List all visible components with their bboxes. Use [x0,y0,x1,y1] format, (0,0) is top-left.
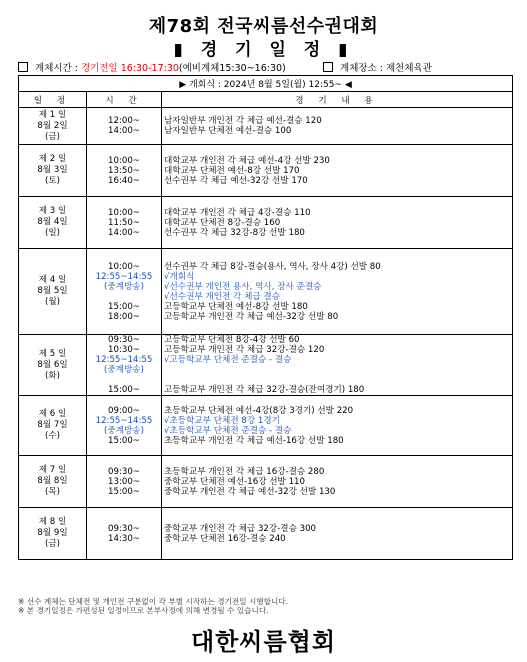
day-label: 제 3 일 [38,206,67,216]
schedule-row [19,335,513,396]
event-description: 중학교부 단체전 16강-결승 240 [164,533,286,544]
weigh-in-info [18,60,517,74]
time-slot: 11:50~ [108,217,140,228]
event-description: 고등학교부 단체전 예선-8강 선발 180 [164,301,308,312]
event-description: 대학교부 개인전 각 체급 예선-4강 선발 230 [164,155,330,166]
content-cell [162,335,513,396]
day-label: (수) [44,431,60,441]
weigh-in-time-reserve: (예비계체15:30~16:30) [178,63,286,74]
day-label: 8월 6일 [37,359,68,370]
time-slot: 15:00~ [108,301,140,312]
time-slot: 10:30~ [108,345,140,355]
day-label: 제 4 일 [38,275,67,285]
time-slot: 09:30~ [108,335,140,345]
header-time: 시 간 [87,92,162,108]
weigh-in-venue-label: 계체장소 : [340,63,383,74]
event-description: √개회식 [164,271,195,282]
event-description: √선수권부 개인전 각 체급 결승 [164,291,281,302]
event-description: 초등학교부 개인전 각 체급 예선-16강 선발 180 [164,435,344,446]
page-subtitle: ▮ 경 기 일 정 ▮ [173,40,354,60]
day-label: 8월 4일 [37,217,68,227]
content-cell [162,396,513,456]
time-slot: 12:00~ [108,116,140,126]
time-cell [87,197,162,249]
day-cell [19,108,87,145]
schedule-table [18,75,513,560]
event-description: 중학교부 개인전 각 체급 32강-결승 300 [164,523,317,534]
time-slot: 09:30~ [108,523,140,534]
time-slot: 13:00~ [108,476,140,487]
event-description: √초등학교부 단체전 준결승 - 결승 [164,425,292,436]
day-label: 8월 3일 [37,165,68,175]
notes [18,597,288,615]
day-label: 제 1 일 [38,109,67,120]
content-cell [162,456,513,508]
time-slot [87,292,161,302]
schedule-row [19,396,513,456]
day-cell [19,335,87,396]
time-slot: 16:40~ [108,175,140,186]
day-label: 8월 9일 [37,528,68,538]
weigh-in-time-main: 경기전일 16:30-17:30 [81,63,179,74]
event-description: 중학교부 단체전 예선-16강 선발 110 [164,476,305,487]
note-item: ※ 선수 계체는 단체전 및 개인전 구분없이 각 부별 시작하는 경기전일 시행합니다. [18,597,289,606]
day-label: (금) [44,539,60,549]
time-slot: 14:00~ [108,126,140,136]
schedule-row [19,108,513,145]
time-slot: 12:55~14:55 [95,415,153,426]
event-description: 고등학교부 개인전 각 체급 32강-결승(잔여경기) 180 [164,385,365,395]
event-description: 남자일반부 단체전 예선-결승 100 [164,126,292,136]
content-cell [162,197,513,249]
day-cell [19,145,87,197]
event-description: 고등학교부 단체전 8강-4강 선발 60 [164,335,300,345]
time-slot: 12:55~14:55 [95,271,153,282]
event-description [164,365,512,375]
event-description: √고등학교부 단체전 준결승 - 결승 [164,355,292,365]
time-slot: 09:00~ [108,405,140,416]
time-slot: 18:00~ [108,311,140,322]
event-description: 대학교부 단체전 예선-8강 선발 170 [164,165,300,176]
event-description: 남자일반부 개인전 각 체급 예선-결승 120 [164,116,322,126]
day-label: 제 2 일 [38,154,67,164]
weigh-in-venue [323,60,432,74]
event-description: 선수권부 각 체급 8강-결승(용사, 역사, 장사 4강) 선발 80 [164,261,381,272]
note-item: ※ 본 경기일정은 가편성된 일정이므로 본부사정에 의해 변경될 수 있습니다. [18,606,269,615]
time-cell [87,456,162,508]
day-cell [19,456,87,508]
time-slot: (중계방송) [104,365,144,375]
day-cell [19,249,87,335]
table-header-row [19,92,513,108]
event-description: √초등학교부 단체전 8강 1경기 [164,415,280,426]
event-description: 선수권부 각 체급 32강-8강 선발 180 [164,227,305,238]
day-cell [19,396,87,456]
time-slot: 12:55~14:55 [95,355,153,365]
time-cell [87,396,162,456]
day-label: 제 8 일 [38,517,67,527]
day-label: 8월 2일 [37,120,68,131]
day-label: (일) [44,228,60,238]
page-title: 제78회 전국씨름선수권대회 [148,16,379,37]
time-cell [87,108,162,145]
time-cell [87,249,162,335]
day-label: 제 5 일 [38,348,67,359]
day-label: (토) [44,176,60,186]
weigh-in-venue-value: 제천체육관 [386,63,432,74]
schedule-row [19,197,513,249]
time-slot: 15:00~ [108,385,140,395]
event-description: 고등학교부 개인전 각 체급 예선-32강 선발 80 [164,311,339,322]
time-slot: 15:00~ [108,486,140,497]
header-date: 일 정 [19,92,87,108]
day-label: 8월 5일 [37,286,68,296]
event-description: 중학교부 개인전 각 체급 예선-32강 선발 130 [164,486,336,497]
weigh-in-time-label: 계체시간 : [35,63,78,74]
day-label: 8월 8일 [37,476,68,486]
time-cell [87,335,162,396]
event-description: 초등학교부 개인전 각 체급 16강-결승 280 [164,466,325,477]
content-cell [162,508,513,560]
event-description: √선수권부 개인전 용사, 역사, 장사 준결승 [164,281,322,292]
time-slot: (중계방송) [104,425,144,436]
content-cell [162,145,513,197]
event-description: 초등학교부 단체전 예선-4강(8강 3경기) 선발 220 [164,405,354,416]
day-label: (금) [44,131,60,142]
time-slot: 14:00~ [108,227,140,238]
time-cell [87,145,162,197]
content-cell [162,108,513,145]
time-slot: 10:00~ [108,207,140,218]
day-label: 제 6 일 [38,409,67,419]
time-slot: 09:30~ [108,466,140,477]
content-cell [162,249,513,335]
organization-name: 대한씨름협회 [190,628,337,656]
time-slot: 10:00~ [108,155,140,166]
day-cell [19,508,87,560]
header-content: 경 기 내 용 [162,92,513,108]
square-bullet-icon [18,62,28,72]
weigh-in-time [18,63,286,74]
square-bullet-icon [323,62,333,72]
schedule-row [19,508,513,560]
event-description: 고등학교부 개인전 각 체급 32강-결승 120 [164,345,325,355]
event-description: 대학교부 개인전 각 체급 4강-결승 110 [164,207,311,218]
time-slot: (중계방송) [104,281,144,292]
schedule-row [19,249,513,335]
day-label: (목) [44,487,60,497]
schedule-row [19,145,513,197]
day-cell [19,197,87,249]
event-description: 선수권부 각 체급 예선-32강 선발 170 [164,175,308,186]
schedule-row [19,456,513,508]
day-label: 8월 7일 [37,420,68,430]
time-slot: 10:00~ [108,261,140,272]
time-slot: 13:50~ [108,165,140,176]
opening-ceremony: ▶ 개회식 : 2024년 8월 5일(월) 12:55~ ◀ [19,76,513,92]
day-label: (화) [44,370,60,381]
time-slot: 15:00~ [108,435,140,446]
day-label: (월) [44,297,60,307]
day-label: 제 7 일 [38,465,67,475]
time-slot: 14:30~ [108,533,140,544]
time-cell [87,508,162,560]
event-description: 대학교부 단체전 8강-결승 160 [164,217,281,228]
